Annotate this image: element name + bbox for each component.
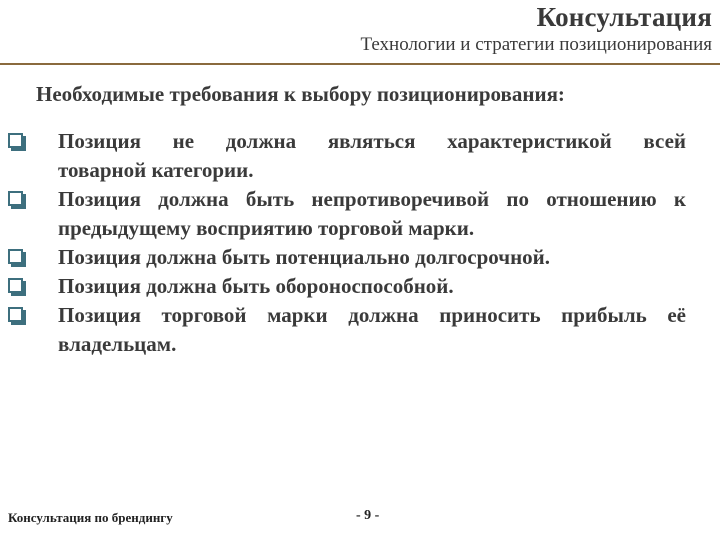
list-item bbox=[8, 301, 686, 359]
checkbox-bullet-icon bbox=[8, 191, 23, 206]
slide-title: Консультация bbox=[536, 2, 712, 32]
list-item-text-line1: Позиция не должна являться характеристикой всей bbox=[58, 129, 686, 153]
list-item-text-line2: товарной категории. bbox=[58, 158, 254, 182]
list-item bbox=[8, 127, 686, 185]
page-number: - 9 - bbox=[356, 508, 380, 523]
section-heading: Необходимые требования к выбору позиционирования: bbox=[36, 82, 565, 106]
slide-subtitle: Технологии и стратегии позиционирования bbox=[360, 34, 712, 55]
list-item-text-line2: владельцам. bbox=[58, 332, 177, 356]
checkbox-bullet-icon bbox=[8, 249, 23, 264]
checkbox-bullet-icon bbox=[8, 307, 23, 322]
requirements-list bbox=[8, 127, 686, 359]
list-item bbox=[8, 185, 686, 243]
checkbox-bullet-icon bbox=[8, 278, 23, 293]
list-item-text-line1: Позиция торговой марки должна приносить прибыль её bbox=[58, 303, 686, 327]
list-item-text-line2: предыдущему восприятию торговой марки. bbox=[58, 216, 475, 240]
list-item-text-line1: Позиция должна быть непротиворечивой по отношению к bbox=[58, 187, 686, 211]
footer-caption: Консультация по брендингу bbox=[8, 510, 173, 525]
header-divider bbox=[0, 63, 720, 65]
list-item bbox=[8, 272, 686, 301]
list-item bbox=[8, 243, 686, 272]
list-item-text: Позиция должна быть обороноспособной. bbox=[58, 274, 454, 298]
checkbox-bullet-icon bbox=[8, 133, 23, 148]
list-item-text: Позиция должна быть потенциально долгосрочной. bbox=[58, 245, 551, 269]
